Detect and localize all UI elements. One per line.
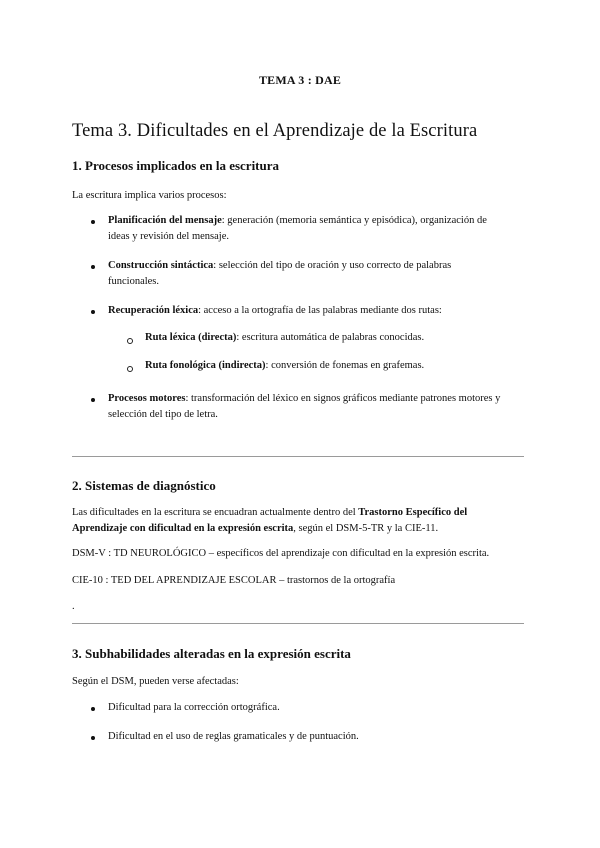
list-item-recuperacion <box>108 303 528 319</box>
paragraph-emphasis: Aprendizaje con dificultad en la expresión escrita <box>72 523 294 534</box>
sublist-item-text: : escritura automática de palabras conocidas. <box>236 332 425 343</box>
bullet-icon <box>91 220 95 224</box>
bullet-icon <box>91 265 95 269</box>
list-item-construccion <box>108 258 528 290</box>
list-item-term: Planificación del mensaje <box>108 215 222 226</box>
topic-header: TEMA 3 : DAE <box>258 73 342 87</box>
list-item: Dificultad para la corrección ortográfica. <box>108 702 280 713</box>
bullet-icon <box>91 398 95 402</box>
list-item-term: Construcción sintáctica <box>108 260 214 271</box>
list-item-planificacion <box>108 213 528 245</box>
document-title: Tema 3. Dificultades en el Aprendizaje de la Escritura <box>72 121 478 141</box>
paragraph-text: Las dificultades en la escritura se encuadran actualmente dentro del <box>72 507 359 518</box>
bullet-icon <box>91 310 95 314</box>
list-item: Dificultad en el uso de reglas gramaticales y de puntuación. <box>108 731 359 742</box>
cie-line: CIE-10 : TED DEL APRENDIZAJE ESCOLAR – trastornos de la ortografía <box>72 575 396 586</box>
bullet-icon <box>91 707 95 711</box>
list-item-text: : acceso a la ortografía de las palabras mediante dos rutas: <box>198 305 442 316</box>
sublist-item-term: Ruta léxica (directa) <box>145 332 237 343</box>
sublist-item-ruta-fonologica <box>145 360 424 371</box>
list-item-text: : selección del tipo de oración y uso correcto de palabras <box>213 260 452 271</box>
section-3-heading: 3. Subhabilidades alteradas en la expresión escrita <box>72 646 351 661</box>
list-item-motores <box>108 391 528 423</box>
circle-bullet-icon <box>127 366 133 372</box>
list-item-text: : generación (memoria semántica y episódica), organización de <box>221 215 487 226</box>
section-2-heading: 2. Sistemas de diagnóstico <box>72 478 216 493</box>
section-divider <box>72 623 524 624</box>
list-item-term: Procesos motores <box>108 393 186 404</box>
sublist-item-term: Ruta fonológica (indirecta) <box>145 360 266 371</box>
sublist-item-text: : conversión de fonemas en grafemas. <box>265 360 425 371</box>
section-1-intro: La escritura implica varios procesos: <box>72 190 227 201</box>
section-divider <box>72 456 524 457</box>
sublist-item-ruta-lexica <box>145 332 424 343</box>
paragraph-emphasis: Trastorno Específico del <box>358 507 468 518</box>
dsm-line: DSM-V : TD NEUROLÓGICO – específicos del aprendizaje con dificultad en la expresión escrita. <box>72 548 490 559</box>
list-item-text-cont: ideas y revisión del mensaje. <box>108 231 230 242</box>
list-item-term: Recuperación léxica <box>108 305 199 316</box>
list-item-text: : transformación del léxico en signos gráficos mediante patrones motores y <box>185 393 501 404</box>
section-3-intro: Según el DSM, pueden verse afectadas: <box>72 676 239 687</box>
bullet-icon <box>91 736 95 740</box>
paragraph-text: , según el DSM-5-TR y la CIE-11. <box>293 523 439 534</box>
stray-dot: . <box>72 601 75 612</box>
list-item-text-cont: selección del tipo de letra. <box>108 409 218 420</box>
section-1-heading: 1. Procesos implicados en la escritura <box>72 158 280 173</box>
list-item-text-cont: funcionales. <box>108 276 160 287</box>
circle-bullet-icon <box>127 338 133 344</box>
section-2-paragraph <box>72 505 527 537</box>
